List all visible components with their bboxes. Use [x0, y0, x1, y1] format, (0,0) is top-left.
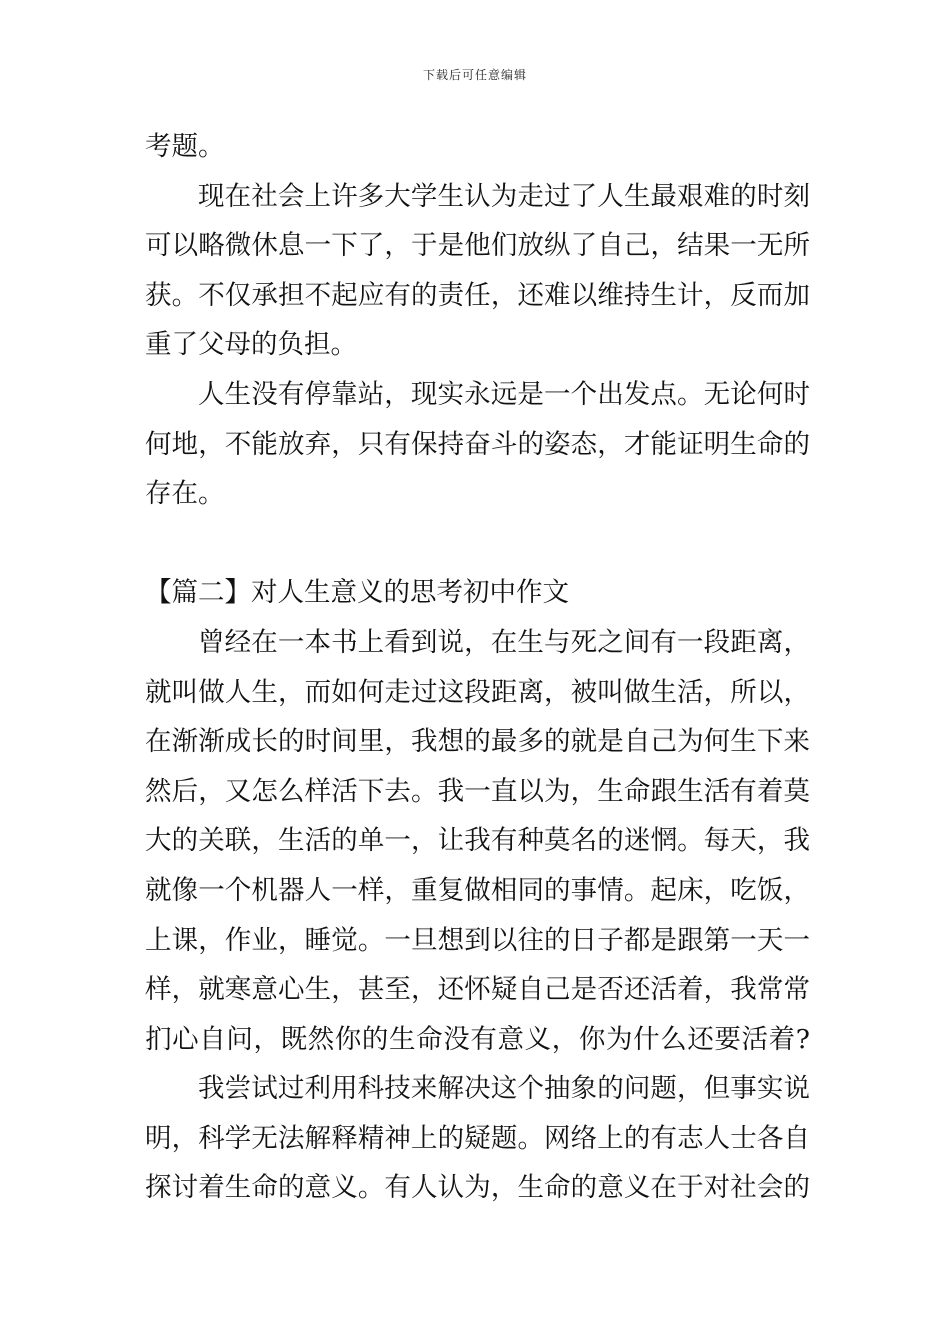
text-line: 何地，不能放弃，只有保持奋斗的姿态，才能证明生命的: [145, 428, 810, 460]
text-line: 人生没有停靠站，现实永远是一个出发点。无论何时: [198, 378, 810, 410]
text-line: 曾经在一本书上看到说，在生与死之间有一段距离，: [198, 626, 810, 658]
text-line: 在渐渐成长的时间里，我想的最多的就是自己为何生下来: [145, 726, 810, 758]
text-line: 明，科学无法解释精神上的疑题。网络上的有志人士各自: [145, 1122, 810, 1154]
section-heading: 【篇二】对人生意义的思考初中作文: [145, 577, 569, 609]
text-line: 考题。: [145, 131, 225, 162]
text-line: 获。不仅承担不起应有的责任，还难以维持生计，反而加: [145, 279, 810, 311]
text-line: 就叫做人生，而如何走过这段距离，被叫做生活，所以，: [145, 676, 810, 708]
blank-line: [145, 519, 810, 569]
text-line: 大的关联，生活的单一，让我有种莫名的迷惘。每天，我: [145, 825, 810, 857]
text-line: 重了父母的负担。: [145, 329, 357, 361]
text-line: 上课，作业，睡觉。一旦想到以往的日子都是跟第一天一: [145, 924, 810, 956]
text-line: 就像一个机器人一样，重复做相同的事情。起床，吃饭，: [145, 874, 810, 906]
text-line: 存在。: [145, 478, 225, 510]
text-line: 我尝试过利用科技来解决这个抽象的问题，但事实说: [198, 1073, 810, 1105]
text-line: 现在社会上许多大学生认为走过了人生最艰难的时刻: [198, 180, 810, 212]
text-line: 扪心自问，既然你的生命没有意义，你为什么还要活着?: [145, 1023, 810, 1055]
text-line: 然后，又怎么样活下去。我一直以为，生命跟生活有着莫: [145, 775, 810, 807]
document-body: [145, 122, 810, 1213]
page-header-note: 下载后可任意编辑: [422, 68, 527, 82]
text-line: 可以略微休息一下了，于是他们放纵了自己，结果一无所: [145, 230, 810, 262]
text-line: 探讨着生命的意义。有人认为，生命的意义在于对社会的: [145, 1172, 810, 1204]
text-line: 样，就寒意心生，甚至，还怀疑自己是否还活着，我常常: [145, 974, 810, 1006]
